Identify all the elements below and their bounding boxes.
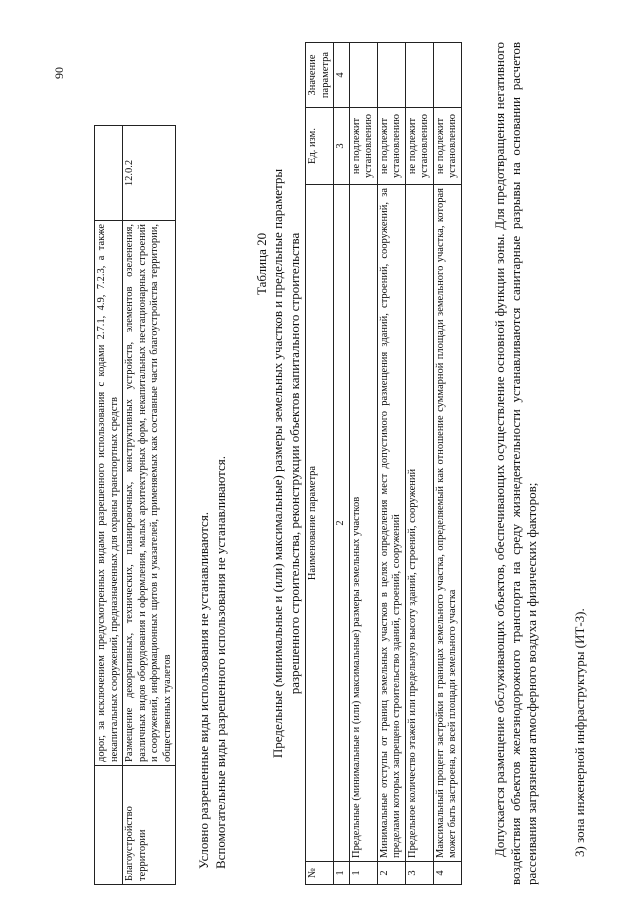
table-cell: Размещение декоративных, технических, планировочных, конструктивных устройств, элементов озеленения, различных видов оборудования и оформления, малых архитектурных форм, некапитальных нестационарных строений и сооружений, информационных щитов и указателей, применяемых как составные части благоустройства территории, общественных туалетов <box>123 221 176 766</box>
row-number: 1 <box>349 862 377 885</box>
table-header-num-row <box>334 43 350 885</box>
parameter-unit: не подлежит установлению <box>405 108 433 185</box>
table-cell: дорог, за исключением предусмотренных видами разрешенного использования с кодами 2.7.1, 4.9, 7.2.3, а также некапитальных сооружений, предназначенных для охраны транспортных средств <box>95 221 123 766</box>
table-cell: Благоустройство территории <box>123 766 176 885</box>
table-row <box>433 43 461 885</box>
table-row <box>95 126 123 885</box>
table-title-line2: разрешенного строительства, реконструкции объектов капитального строительства <box>287 232 302 695</box>
conditional-uses-text: Условно разрешенные виды использования не устанавливаются. <box>196 511 211 869</box>
parameter-unit: не подлежит установлению <box>349 108 377 185</box>
page-number: 90 <box>52 67 66 79</box>
header-num-cell: 4 <box>334 43 350 108</box>
parameters-table <box>305 42 462 885</box>
zone-item: 3) зона инженерной инфраструктуры (ИТ-3). <box>572 608 587 857</box>
header-cell: Значение параметра <box>306 43 334 108</box>
table-cell <box>95 766 123 885</box>
header-num-cell: 3 <box>334 108 350 185</box>
parameter-unit: не подлежит установлению <box>433 108 461 185</box>
table-row <box>349 43 377 885</box>
table-header-row <box>306 43 334 885</box>
parameter-name: Предельное количество этажей или предельную высоту зданий, строений, сооружений <box>405 185 433 862</box>
allowed-placement-paragraph: Допускается размещение обслуживающих объектов, обеспечивающих осуществление основной функции зоны. Для предотвращения негативного воздействия объектов железнодорожного транспорта на среду жизнедеятельности устанавливаются санитарные разрывы на основании расчетов рассеивания загрязнения атмосферного воздуха и физических факторов; <box>492 42 539 885</box>
table-row <box>123 126 176 885</box>
header-cell: № <box>306 862 334 885</box>
auxiliary-uses-text: Вспомогательные виды разрешенного использования не устанавливаются. <box>213 455 228 869</box>
table-row <box>377 43 405 885</box>
parameter-name: Предельные (минимальные и (или) максимальные) размеры земельных участков <box>349 185 377 862</box>
row-number: 3 <box>405 862 433 885</box>
parameter-unit: не подлежит установлению <box>377 108 405 185</box>
row-number: 4 <box>433 862 461 885</box>
table-label: Таблица 20 <box>254 232 269 295</box>
parameter-value <box>405 43 433 108</box>
parameter-value <box>433 43 461 108</box>
parameter-value <box>349 43 377 108</box>
header-cell: Наименование параметра <box>306 185 334 862</box>
table-title-line1: Предельные (минимальные и (или) максимальные) размеры земельных участков и предельные параметры <box>270 168 285 759</box>
table-row <box>405 43 433 885</box>
parameter-name: Максимальный процент застройки в границах земельного участка, определяемый как отношение суммарной площади земельного участка, которая может быть застроена, ко всей площади земельного участка <box>433 185 461 862</box>
permitted-uses-table <box>94 125 176 885</box>
header-cell: Ед. изм. <box>306 108 334 185</box>
table-cell: 12.0.2 <box>123 126 176 221</box>
row-number: 2 <box>377 862 405 885</box>
header-num-cell: 2 <box>334 185 350 862</box>
header-num-cell: 1 <box>334 862 350 885</box>
table-cell <box>95 126 123 221</box>
parameter-value <box>377 43 405 108</box>
parameter-name: Минимальные отступы от границ земельных участков в целях определения мест допустимого размещения зданий, строений, сооружений, за пределами которых запрещено строительство зданий, строений, сооружений <box>377 185 405 862</box>
